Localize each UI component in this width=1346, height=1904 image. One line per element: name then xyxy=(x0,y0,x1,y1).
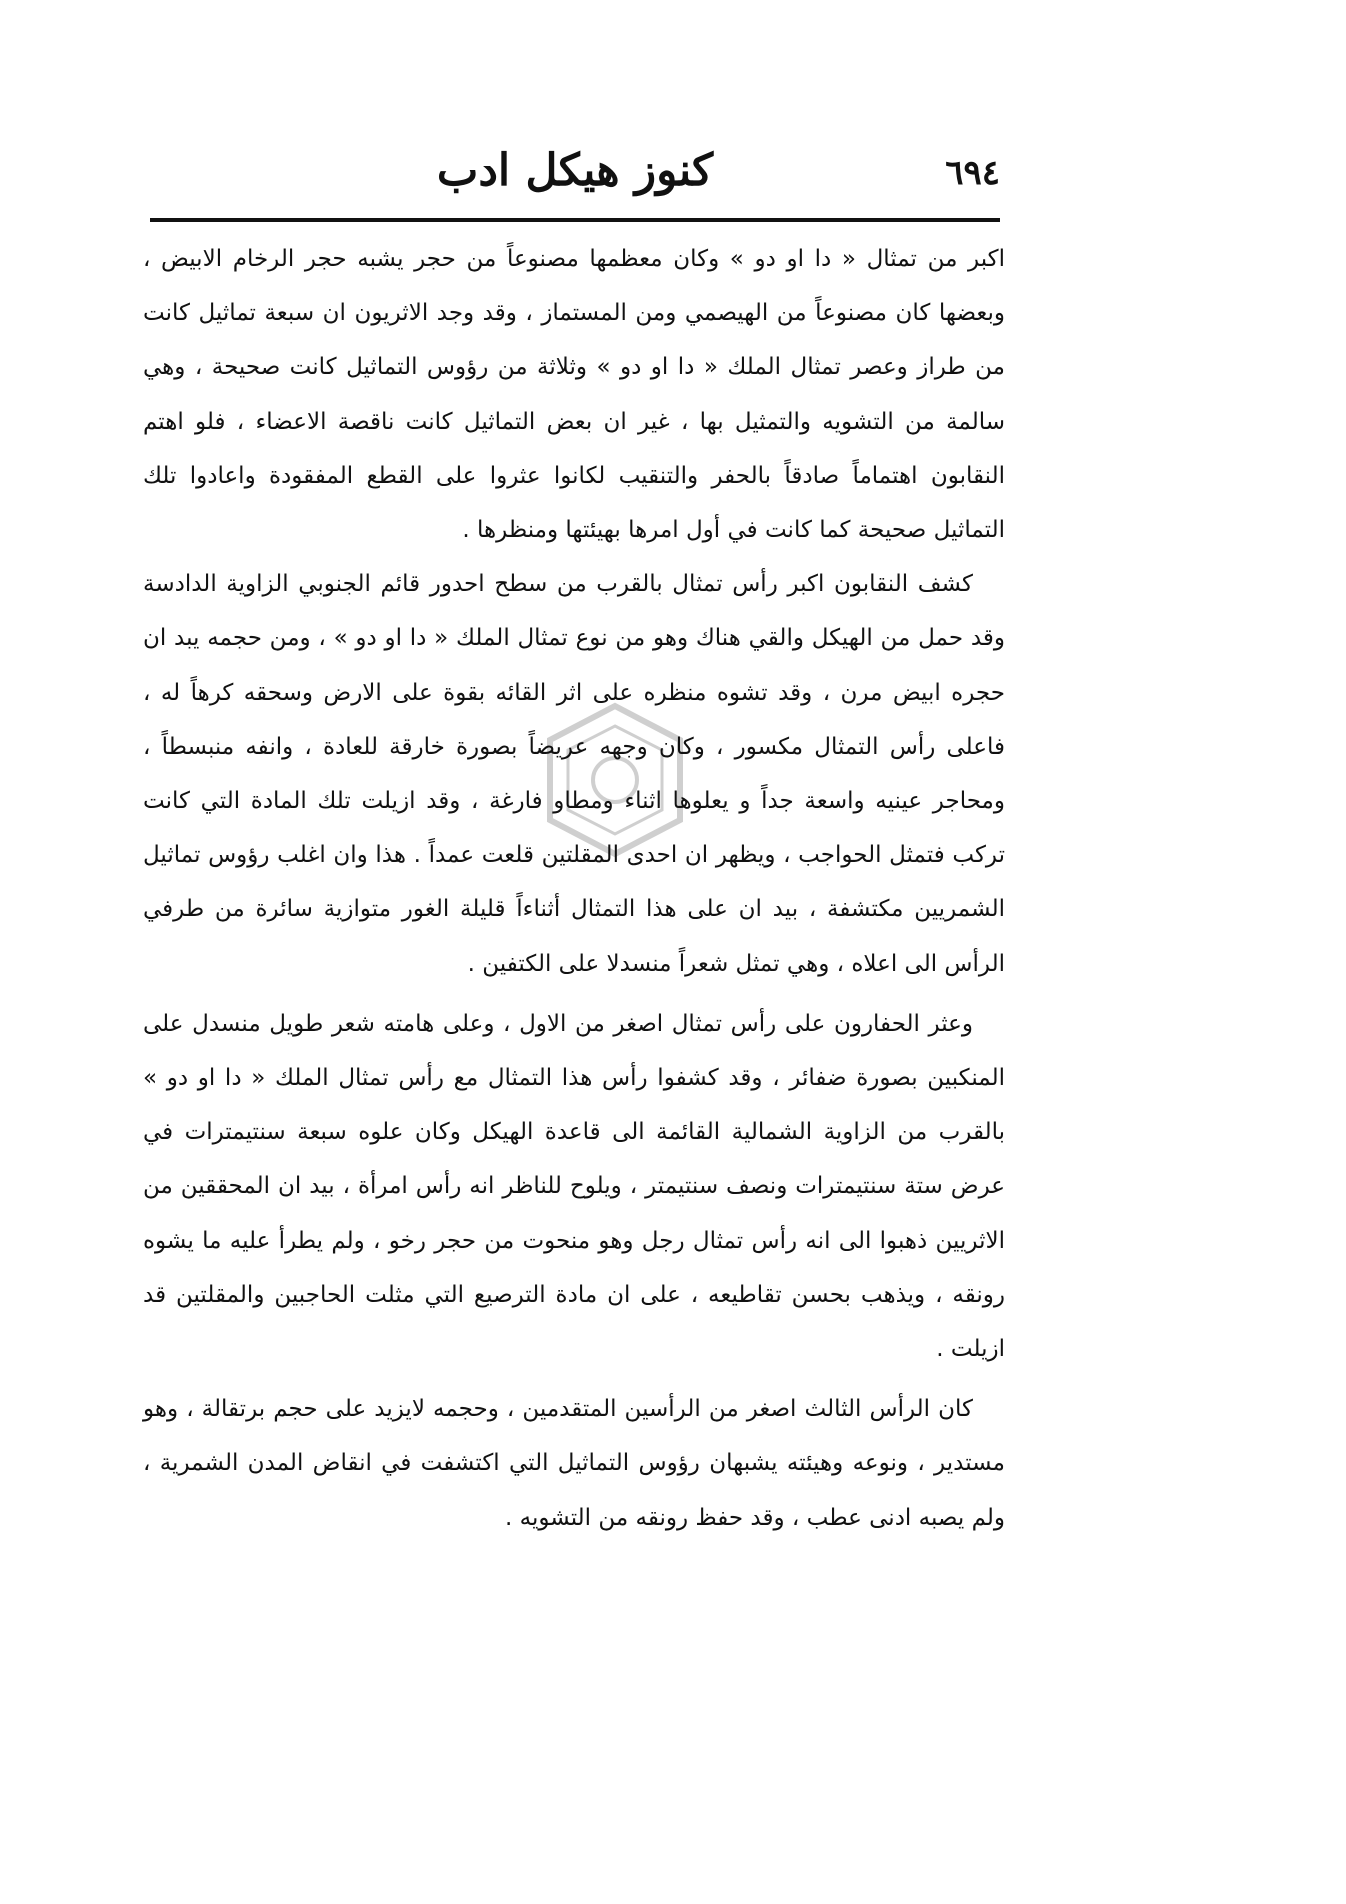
paragraph-4: كان الرأس الثالث اصغر من الرأسين المتقدمين ، وحجمه لايزيد على حجم برتقالة ، وهو مستدير ، ونوعه وهيئته يشبهان رؤوس التماثيل التي اكتشفت في انقاض المدن الشمرية ، ولم يصبه ادنى عطب ، وقد حفظ رونقه من التشويه . xyxy=(143,1396,1005,1531)
paragraph-2: كشف النقابون اكبر رأس تمثال بالقرب من سطح احدور قائم الجنوبي الزاوية الدادسة وقد حمل من الهيكل والقي هناك وهو من نوع تمثال الملك « دا او دو » ، ومن حجمه يبد ان حجره ابيض مرن ، وقد تشوه منظره على اثر القائه بقوة على الارض وسحقه كرهاً له ، فاعلى رأس التمثال مكسور ، وكان وجهه عريضاً بصورة خارقة للعادة ، وانفه منبسطاً ، ومحاجر عينيه واسعة جداً و يعلوها اثناء ومطاو فارغة ، وقد ازيلت تلك المادة التي كانت تركب فتمثل الحواجب ، ويظهر ان احدى المقلتين قلعت عمداً . هذا وان اغلب رؤوس تماثيل الشمريين مكتشفة ، بيد ان على هذا التمثال أثناءاً قليلة الغور متوازية سائرة من طرفي الرأس الى اعلاه ، وهي تمثل شعراً منسدلا على الكتفين . xyxy=(143,571,1005,977)
running-title: كنوز هيكل ادب xyxy=(436,145,714,196)
paragraph-3: وعثر الحفارون على رأس تمثال اصغر من الاول ، وعلى هامته شعر طويل منسدل على المنكبين بصورة ضفائر ، وقد كشفوا رأس هذا التمثال مع رأس تمثال الملك « دا او دو » بالقرب من الزاوية الشمالية القائمة الى قاعدة الهيكل وكان علوه سبعة سنتيمترات في عرض ستة سنتيمترات ونصف سنتيمتر ، ويلوح للناظر انه رأس امرأة ، بيد ان المحققين من الاثريين ذهبوا الى انه رأس تمثال رجل وهو منحوت من حجر رخو ، ولم يطرأ عليه ما يشوه رونقه ، ويذهب بحسن تقاطيعه ، على ان مادة الترصيع التي مثلت الحاجبين والمقلتين قد ازيلت . xyxy=(143,1010,1005,1363)
body-text xyxy=(143,232,1005,1545)
paragraph-1: اكبر من تمثال « دا او دو » وكان معظمها مصنوعاً من حجر يشبه حجر الرخام الابيض ، وبعضها كان مصنوعاً من الهيصمي ومن المستماز ، وقد وجد الاثريون ان سبعة تماثيل كانت من طراز وعصر تمثال الملك « دا او دو » وثلاثة من رؤوس التماثيل كانت صحيحة ، وهي سالمة من التشويه والتمثيل بها ، غير ان بعض التماثيل كانت ناقصة الاعضاء ، فلو اهتم النقابون اهتماماً صادقاً بالحفر والتنقيب لكانوا عثروا على القطع المفقودة واعادوا تلك التماثيل صحيحة كما كانت في أول امرها بهيئتها ومنظرها . xyxy=(143,246,1005,544)
header-rule xyxy=(150,218,1000,222)
page-number: ٦٩٤ xyxy=(945,153,1000,193)
page-header xyxy=(150,145,1000,215)
